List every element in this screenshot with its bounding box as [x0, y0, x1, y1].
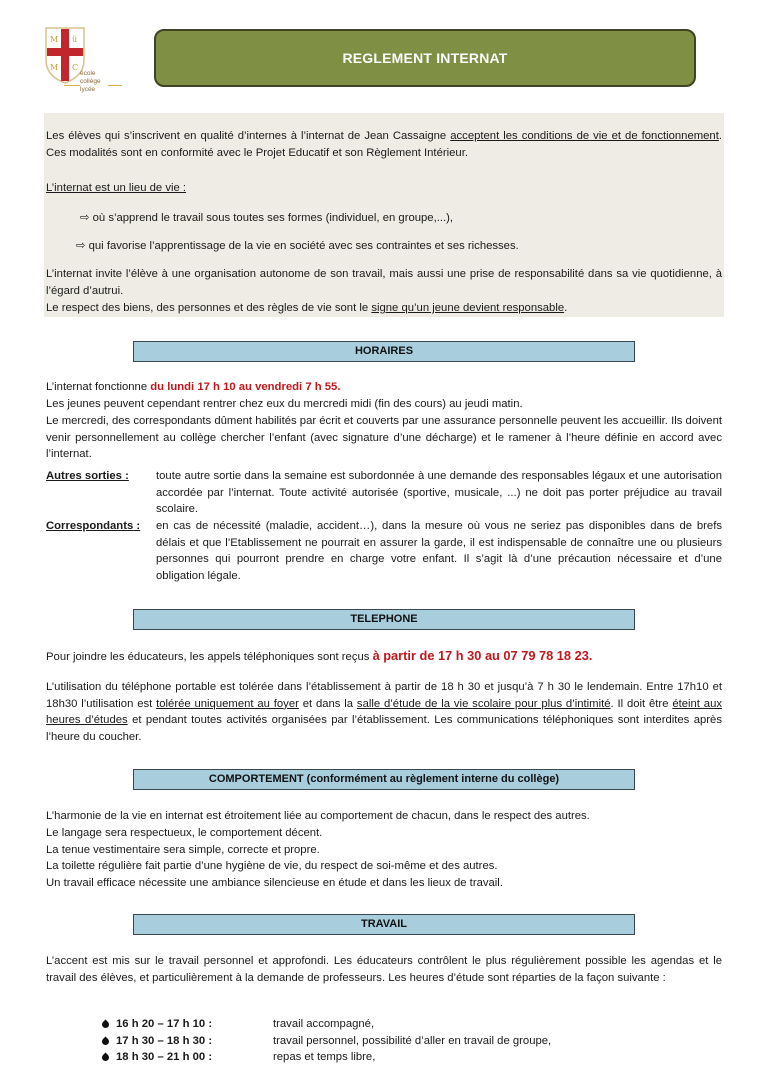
telephone-number-highlight: à partir de 17 h 30 au 07 79 78 18 23. [372, 648, 593, 663]
horaires-line-2: Les jeunes peuvent cependant rentrer chez eux du mercredi midi (fin des cours) au jeudi matin. [46, 398, 523, 410]
telephone-text: et pendant toutes activités organisées par l’établissement. Les communications téléphoniques sont interdites après l’heure du coucher. [46, 714, 722, 743]
definition-colon: : [121, 470, 129, 482]
logo-line-college: collège [80, 78, 101, 85]
section-title: COMPORTEMENT (conformément au règlement interne du collège) [208, 773, 560, 786]
arrow-item-text: où s’apprend le travail sous toutes ses formes (individuel, en groupe,...), [92, 212, 454, 224]
schedule-time: 16 h 20 – 17 h 10 : [116, 1018, 213, 1030]
horaires-text: L’internat fonctionne [46, 381, 151, 393]
telephone-paragraph-2 [46, 679, 722, 745]
section-header-telephone [133, 609, 635, 630]
section-title: TELEPHONE [350, 613, 418, 626]
definition-text-autres-sorties: toute autre sortie dans la semaine est subordonnée à une demande des responsables légaux et une autorisation accordée par l’internat. Toute activité autorisée (sportive, musicale, ...) ne doit pas porter préjudice au travail scolaire. [156, 470, 722, 516]
comportement-line: L’harmonie de la vie en internat est étroitement liée au comportement de chacun, dans le respect des autres. [46, 810, 590, 822]
intro-underlined-text: acceptent les conditions de vie et de fonctionnement [450, 130, 719, 142]
logo-line-ecole: école [80, 70, 96, 77]
schedule-row [100, 1016, 374, 1033]
travail-paragraph-1: L’accent est mis sur le travail personnel et approfondi. Les éducateurs contrôlent le plus régulièrement possible les agendas et le travail des élèves, et particulièrement à la demande de professeurs. Les heures d’étude sont réparties de la façon suivante : [46, 955, 722, 984]
section-header-horaires [133, 341, 635, 362]
arrow-item-text: qui favorise l’apprentissage de la vie en société avec ses contraintes et ses richesses. [88, 240, 519, 252]
document-title: REGLEMENT INTERNAT [342, 49, 508, 66]
comportement-line: Le langage sera respectueux, le comportement décent. [46, 827, 323, 839]
comportement-line: La tenue vestimentaire sera simple, correcte et propre. [46, 844, 320, 856]
drop-icon [100, 1053, 116, 1065]
schedule-row [100, 1049, 375, 1066]
svg-text:M: M [50, 35, 59, 44]
logo-rule-right [108, 85, 122, 86]
section-header-comportement [133, 769, 635, 790]
telephone-text: Pour joindre les éducateurs, les appels téléphoniques sont reçus [46, 651, 373, 663]
section-title: TRAVAIL [360, 918, 408, 931]
definition-label-correspondants [46, 518, 140, 535]
svg-text:C: C [72, 63, 79, 72]
arrow-item [76, 238, 519, 255]
telephone-text: . Il doit être [610, 697, 673, 710]
schedule-time: 18 h 30 – 21 h 00 : [116, 1051, 213, 1063]
intro-text-end: . [564, 302, 568, 314]
telephone-underlined-text: salle d’étude de la vie scolaire pour plus d’intimité [356, 697, 611, 710]
telephone-text: et dans la [298, 697, 357, 710]
arrow-right-icon: ⇨ [76, 240, 89, 252]
document-title-banner [154, 29, 696, 87]
section-title: HORAIRES [354, 345, 414, 358]
horaires-paragraph-3: Le mercredi, des correspondants dûment habilités par écrit et couverts par une assurance personnelle peuvent les accueillir. Ils doivent venir personnellement au collège chercher l’enfant (avec signature d’une décharge) et le ramener à l’heure définie en accord avec l’internat. [46, 415, 722, 461]
telephone-line-1 [46, 648, 592, 666]
drop-icon [100, 1020, 116, 1032]
telephone-text: L’utilisation du téléphone portable est tolérée dans l’établissement à partir de 18 h 30 et jusqu’à 7 h 30 le lendemain. Entre 17h10 et 18h30 l’utilisation est [46, 681, 722, 710]
definition-term: Autres sorties [46, 470, 122, 482]
comportement-line: Un travail efficace nécessite une ambiance silencieuse en étude et dans les lieux de travail. [46, 877, 503, 889]
intro-paragraph-1 [46, 128, 722, 161]
definition-text-correspondants: en cas de nécessité (maladie, accident…), dans la mesure où vous ne seriez pas disponibles dans de brefs délais et que l’Etablissement ne pourrait en assurer la garde, il est indispensable de connaître une ou plusieurs personnes qui pourront prendre en charge votre enfant. Il s’agit là d’une précaution nécessaire et d’une obligation légale. [156, 520, 722, 582]
arrow-item [80, 210, 453, 227]
definition-term: Correspondants [46, 520, 134, 532]
horaires-line-1 [46, 379, 340, 396]
intro-text: Les élèves qui s’inscrivent en qualité d’internes à l’internat de Jean Cassaigne [46, 130, 451, 142]
definition-colon: : [133, 520, 141, 532]
school-logo [44, 26, 124, 96]
schedule-activity: repas et temps libre, [273, 1051, 376, 1063]
logo-caption [80, 70, 101, 94]
schedule-activity: travail accompagné, [273, 1018, 375, 1030]
svg-text:ü: ü [72, 35, 78, 44]
logo-line-lycee: lycée [80, 86, 96, 93]
telephone-underlined-text: éteint aux heures d’études [46, 697, 722, 727]
telephone-underlined-text: tolérée uniquement au foyer [156, 697, 299, 710]
comportement-line: La toilette régulière fait partie d’une hygiène de vie, du respect de soi-même et des autres. [46, 860, 498, 872]
schedule-activity: travail personnel, possibilité d’aller en travail de groupe, [273, 1035, 552, 1047]
logo-rule-left [64, 85, 80, 86]
svg-text:M: M [50, 63, 59, 72]
intro-paragraph-3 [46, 300, 722, 317]
intro-paragraph-2: L’internat invite l’élève à une organisation autonome de son travail, mais aussi une prise de responsabilité dans sa vie quotidienne, à l’égard d’autrui. [46, 268, 722, 297]
drop-icon [100, 1037, 116, 1049]
intro-text-end: . Ces modalités sont en conformité avec le Projet Educatif et son Règlement Intérieur. [46, 130, 722, 159]
intro-underlined-text: signe qu’un jeune devient responsable [371, 302, 565, 314]
schedule-row [100, 1033, 551, 1050]
schedule-time: 17 h 30 – 18 h 30 : [116, 1035, 213, 1047]
definition-label-autres-sorties [46, 468, 129, 485]
horaires-highlight: du lundi 17 h 10 au vendredi 7 h 55. [150, 381, 341, 393]
lieu-de-vie-heading: L’internat est un lieu de vie : [46, 182, 187, 194]
arrow-right-icon: ⇨ [80, 212, 93, 224]
section-header-travail [133, 914, 635, 935]
intro-text: Le respect des biens, des personnes et des règles de vie sont le [46, 302, 372, 314]
